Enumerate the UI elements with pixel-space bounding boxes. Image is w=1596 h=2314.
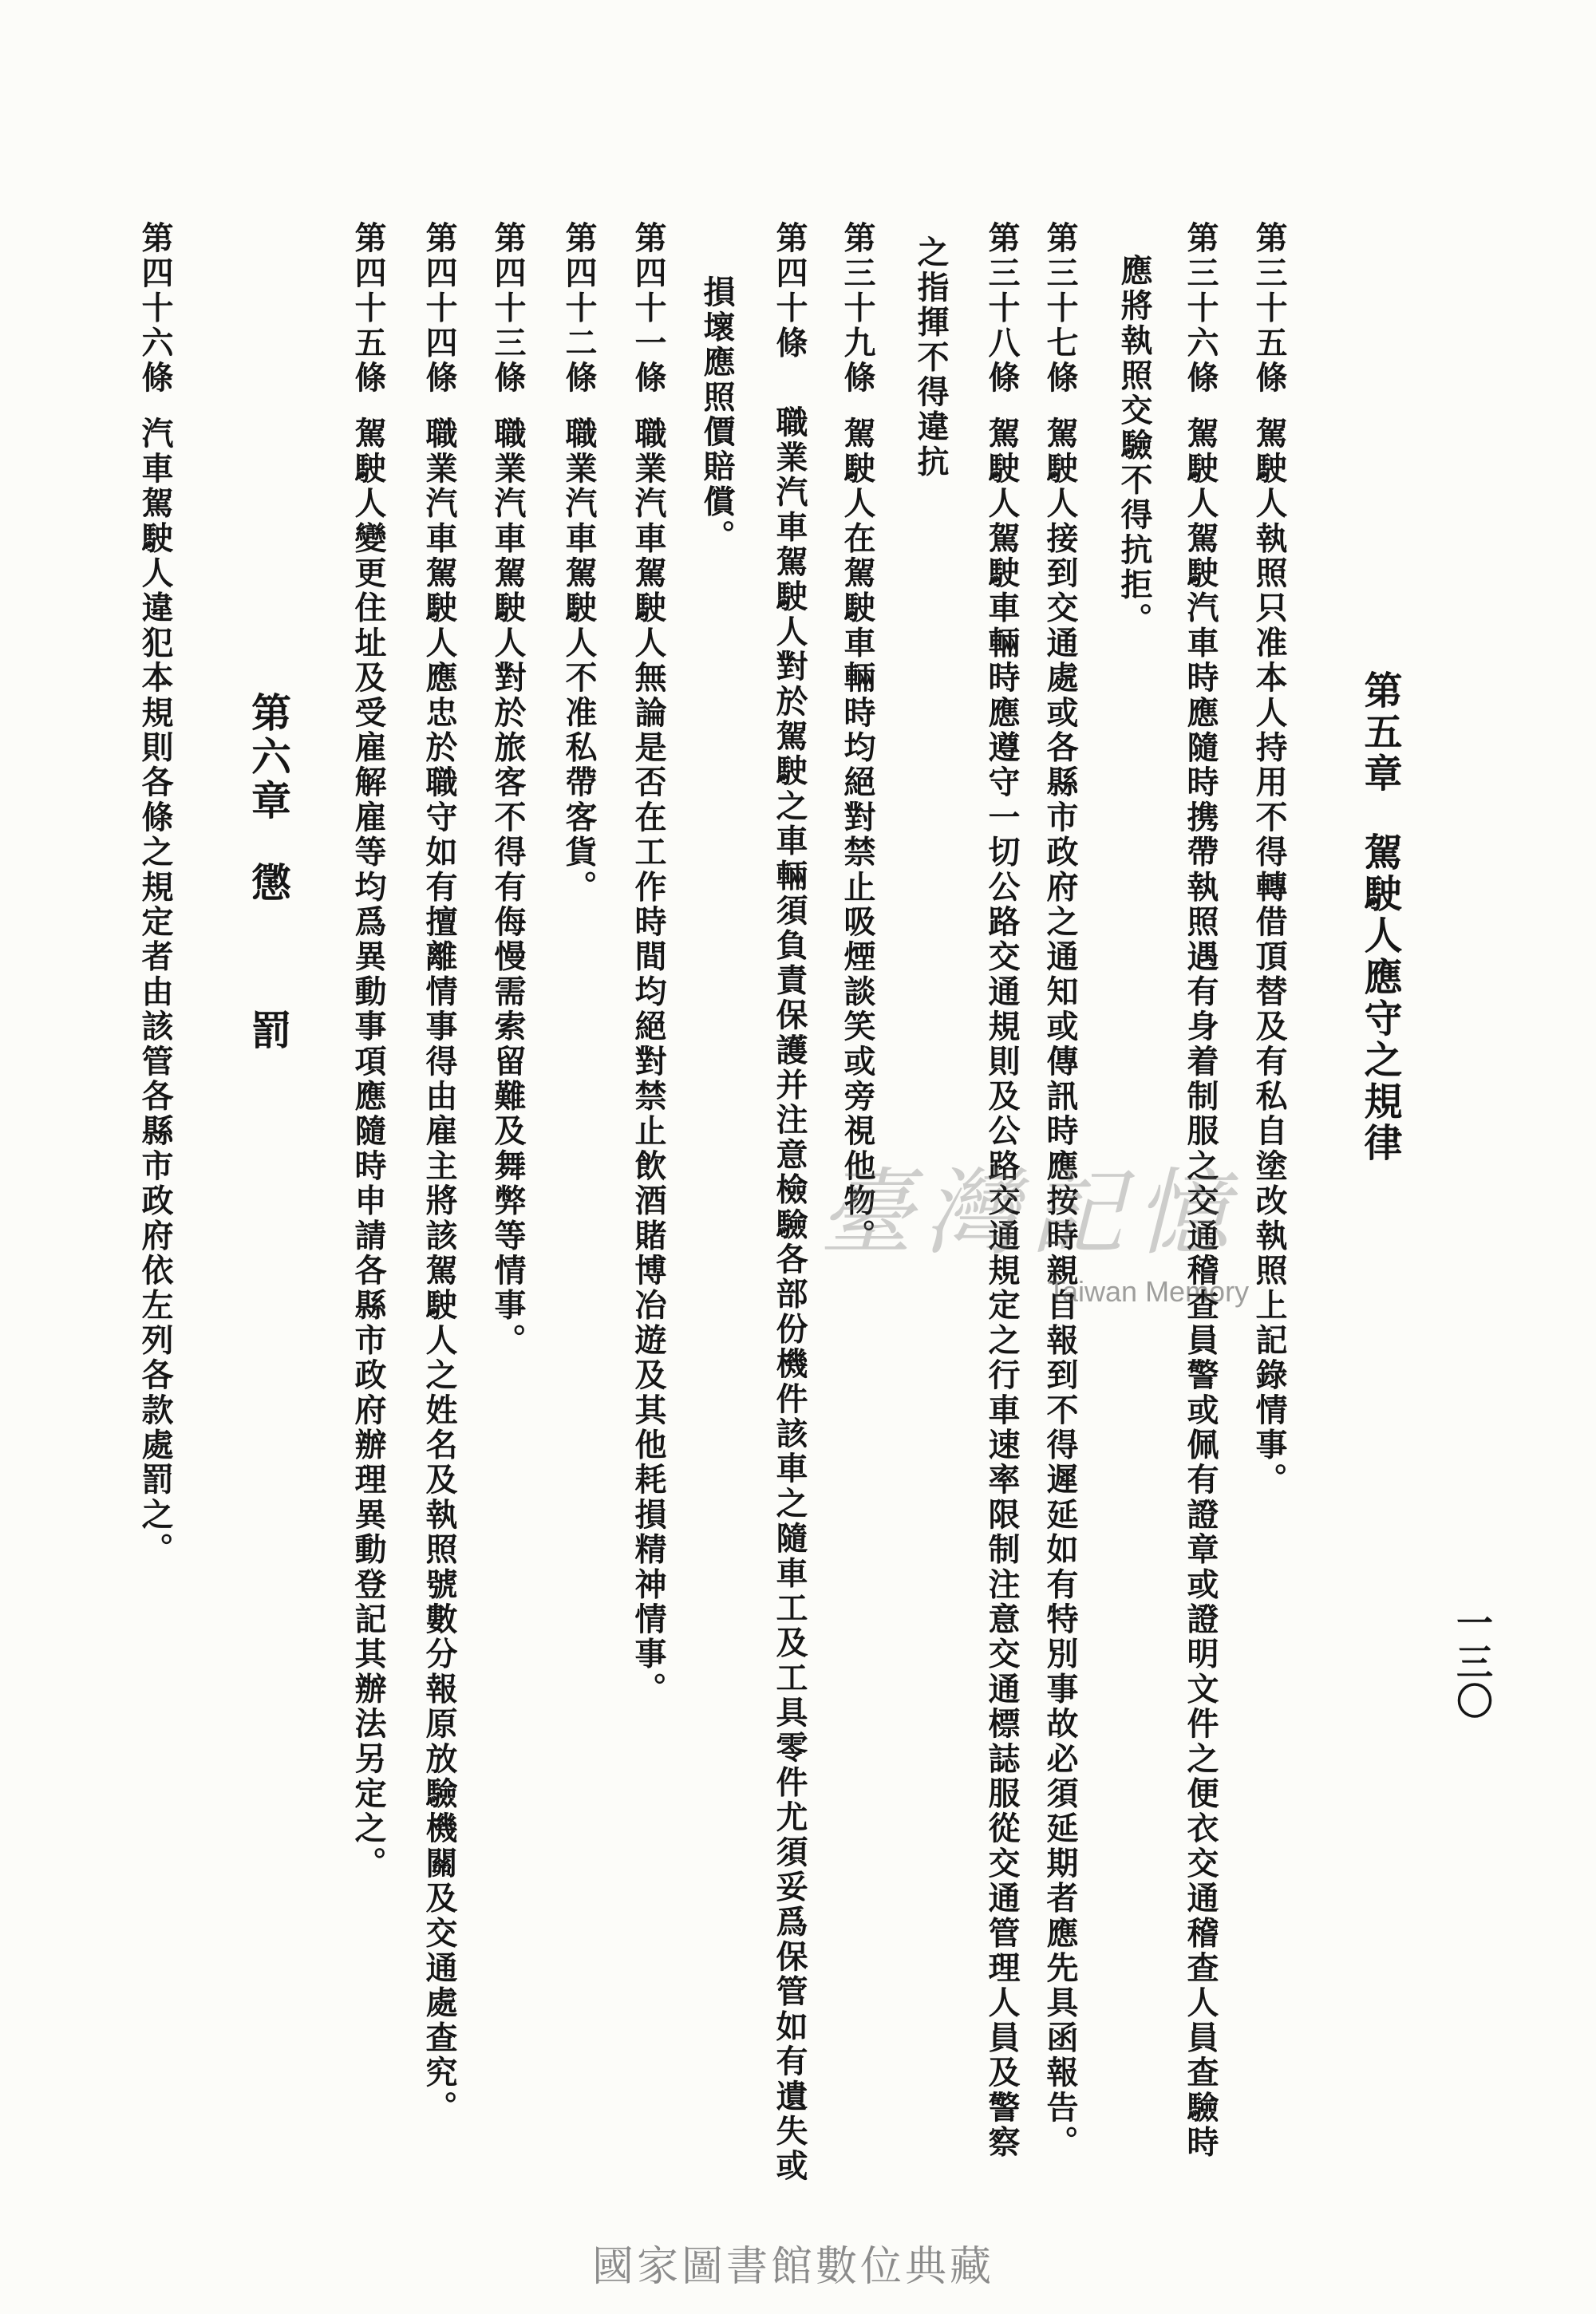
chapter-title: 懲罰 [245, 862, 292, 1157]
chapter-number: 第五章 [1357, 670, 1402, 795]
article-text: 汽車駕駛人違犯本規則各條之規定者由該管各縣市政府依左列各款處罰之。 [136, 417, 174, 1568]
article-label: 第四十一條 [630, 221, 667, 396]
article-text: 職業汽車駕駛人對於駕駛之車輛須負責保護并注意檢驗各部份機件該車之隨車工及工具零件尤須妥爲保管如有遺失或 [771, 405, 808, 2184]
article-text: 駕駛人執照只准本人持用不得轉借頂替及有私自塗改執照上記錄情事。 [1250, 417, 1288, 1498]
chapter-number: 第六章 [245, 692, 292, 823]
chapter-title: 駕駛人應守之規律 [1357, 832, 1402, 1164]
article-label: 第四十條 [771, 221, 808, 361]
article-label: 第四十四條 [421, 221, 458, 396]
article-label: 第四十二條 [560, 221, 598, 396]
article-text-continued: 損壞應照價賠償。 [698, 275, 736, 555]
article-text: 駕駛人駕駛車輛時應遵守一切公路交通規則及公路交通規定之行車速率限制注意交通標誌服從交通管理人員及警察 [983, 417, 1021, 2160]
article-label: 第四十三條 [489, 221, 527, 396]
article-label: 第三十九條 [839, 221, 876, 396]
article-label: 第四十六條 [136, 221, 174, 396]
article-label: 第三十七條 [1041, 221, 1079, 396]
watermark-text: 臺灣記憶 [819, 1158, 1241, 1268]
article-text: 職業汽車駕駛人無論是否在工作時間均絕對禁止飲酒賭博冶遊及其他耗損精神情事。 [630, 417, 667, 1707]
page-number: 一三〇 [1451, 1604, 1494, 1721]
article-text: 駕駛人在駕駛車輛時均絕對禁止吸煙談笑或旁視他物。 [839, 417, 876, 1254]
article-label: 第三十五條 [1250, 221, 1288, 396]
article-text: 職業汽車駕駛人不准私帶客貨。 [560, 417, 598, 905]
article-label: 第三十八條 [983, 221, 1021, 396]
article-text: 駕駛人接到交通處或各縣市政府之通知或傳訊時應按時親自報到不得遲延如有特別事故必須延期者應先具函報告。 [1041, 417, 1079, 2160]
article-text: 職業汽車駕駛人應忠於職守如有擅離情事得由雇主將該駕駛人之姓名及執照號數分報原放驗機關及交通處查究。 [421, 417, 458, 2126]
article-label: 第四十五條 [350, 221, 387, 396]
article-text: 駕駛人駕駛汽車時應隨時携帶執照遇有身着制服之交通稽查員警或佩有證章或證明文件之便衣交通稽查人員查驗時 [1182, 417, 1219, 2160]
watermark-subtext: Taiwan Memory [1048, 1275, 1250, 1308]
article-text: 職業汽車駕駛人對於旅客不得有侮慢需索留難及舞弊等情事。 [489, 417, 527, 1358]
article-text-continued: 應將執照交驗不得抗拒。 [1116, 254, 1153, 638]
archive-footer: 國家圖書館數位典藏 [591, 2243, 994, 2291]
article-text: 駕駛人變更住址及受雇解雇等均爲異動事項應隨時申請各縣市政府辦理異動登記其辦法另定之。 [350, 417, 387, 1882]
article-text-continued: 之指揮不得違抗 [912, 235, 950, 480]
article-label: 第三十六條 [1182, 221, 1219, 396]
